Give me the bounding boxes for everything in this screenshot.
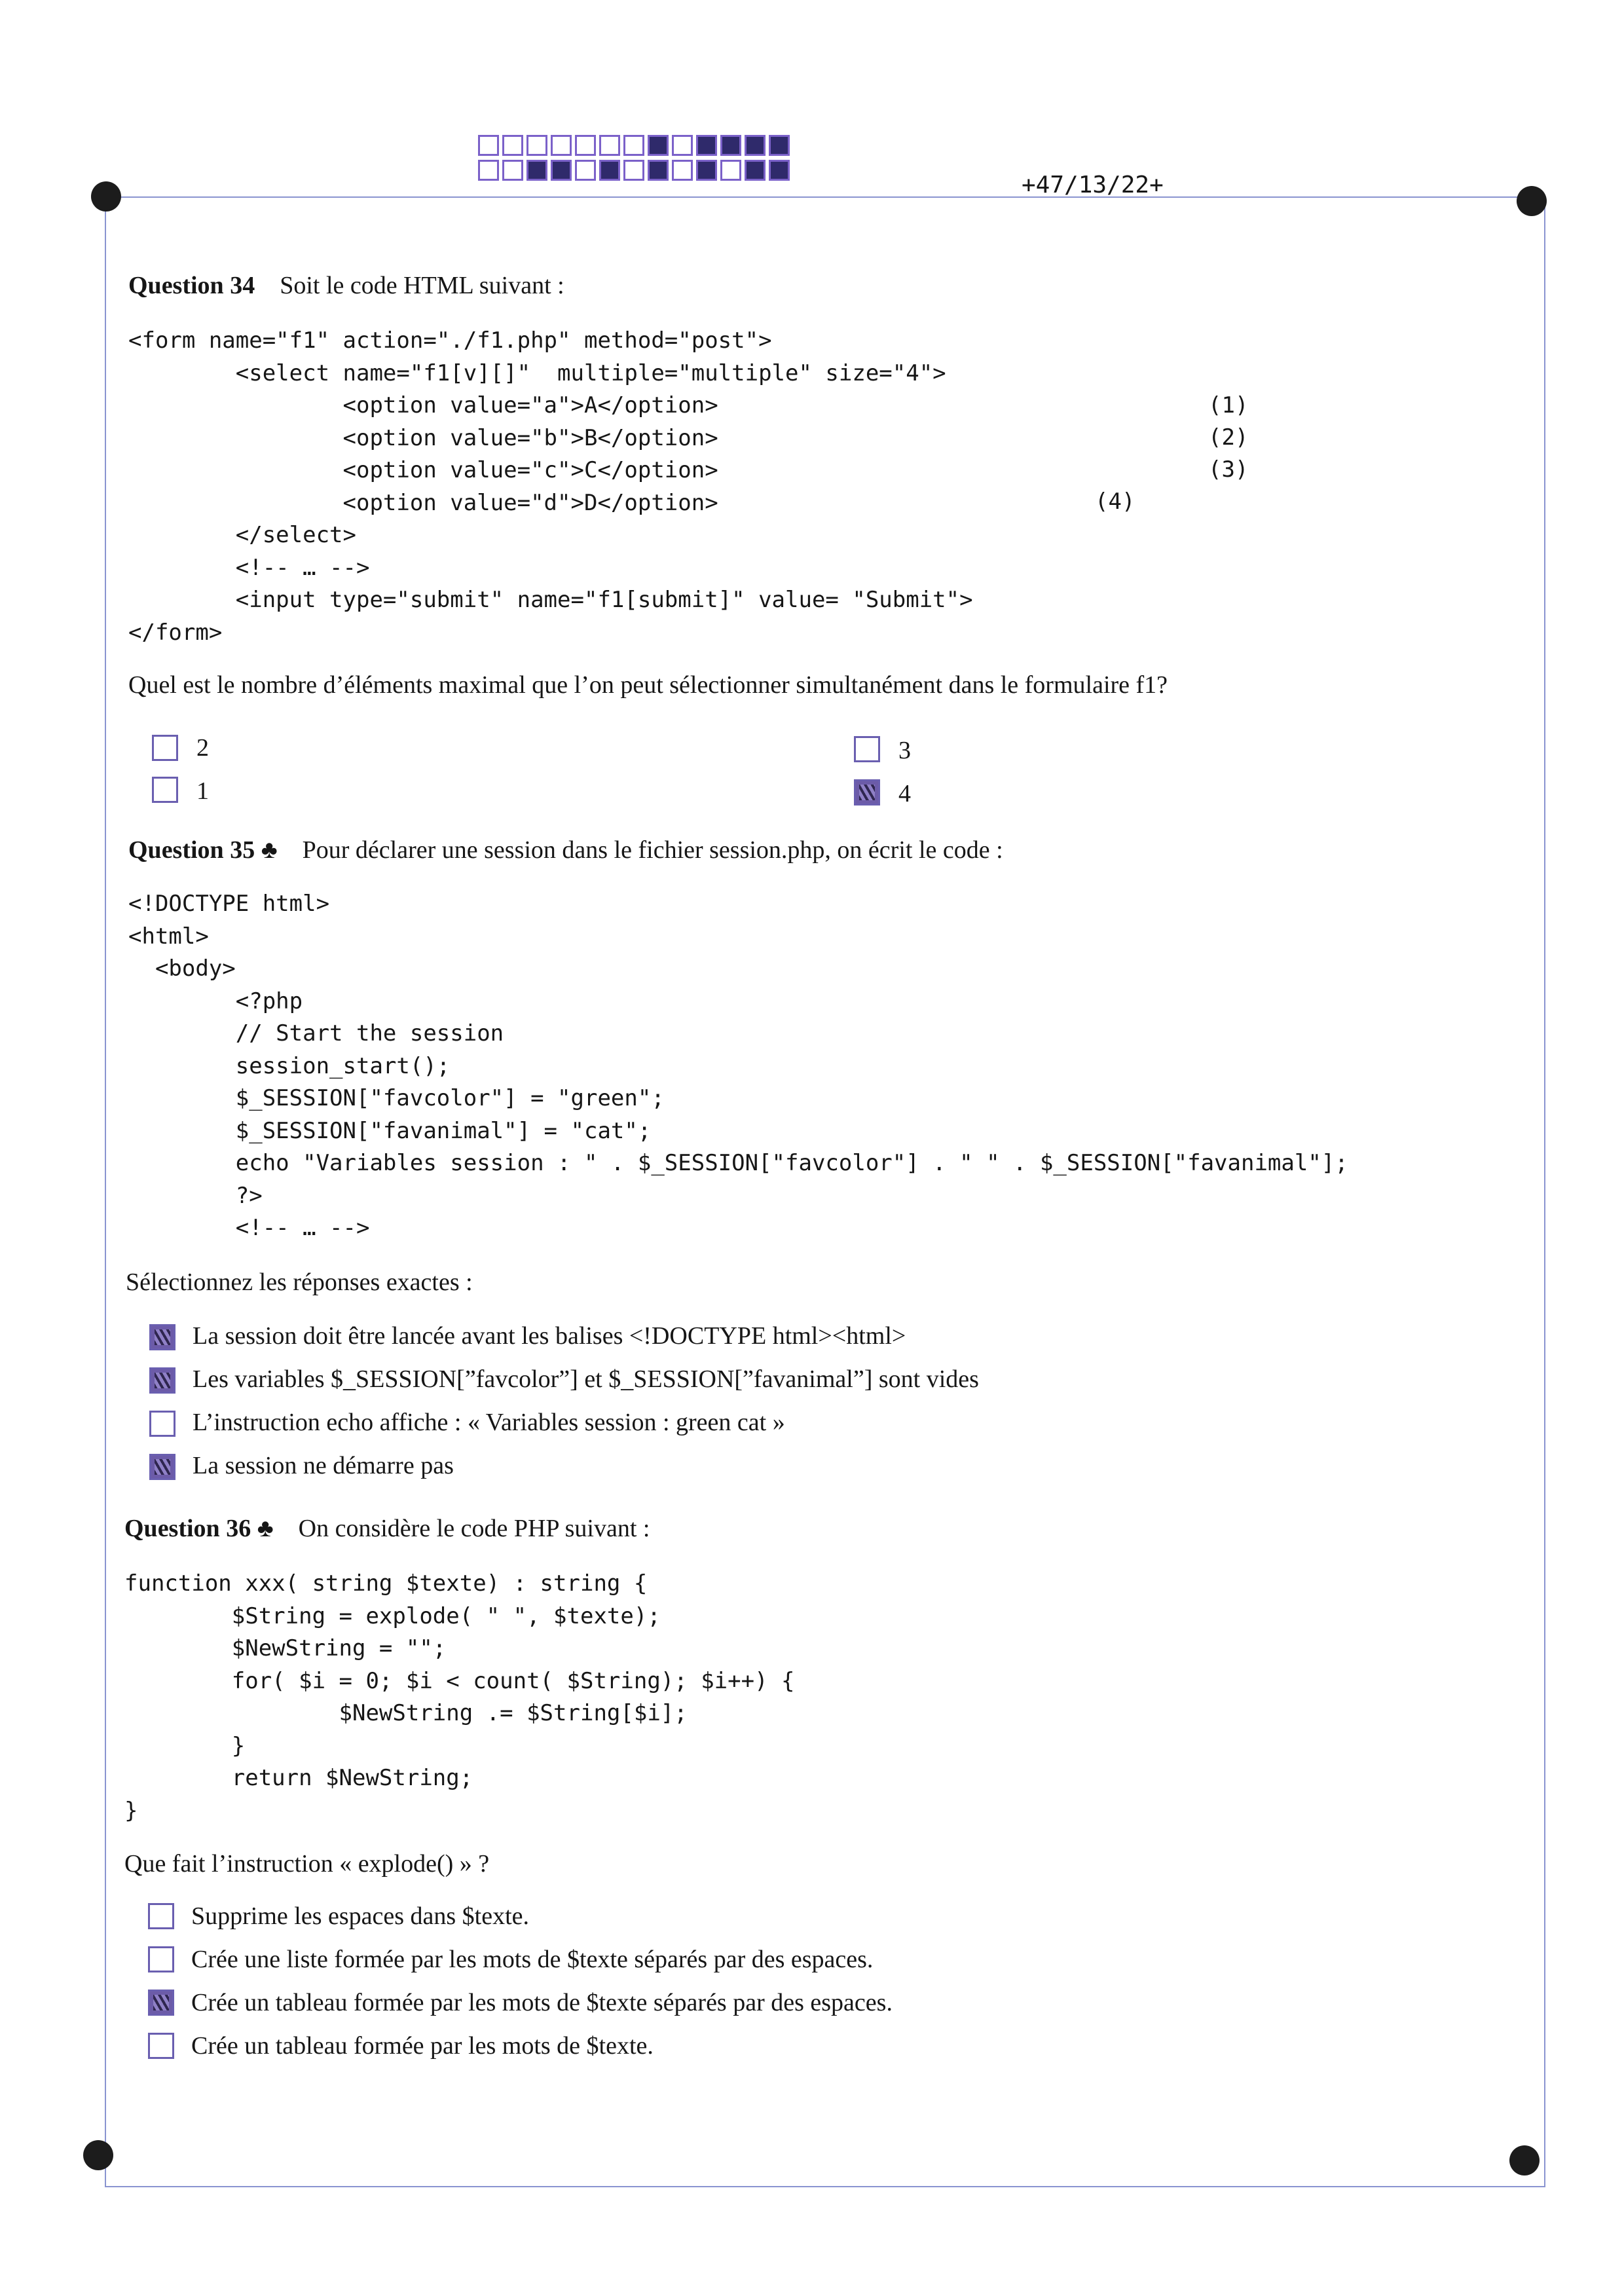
q35-answer-checkbox-1[interactable] (149, 1324, 175, 1350)
q34-answer-checkbox-2[interactable] (854, 736, 880, 762)
q35-answer-label: La session doit être lancée avant les balises <!DOCTYPE html><html> (193, 1322, 906, 1350)
question-35-header (128, 836, 1003, 864)
q35-answer-label: L’instruction echo affiche : « Variables session : green cat » (193, 1409, 785, 1436)
q36-answer-label: Supprime les espaces dans $texte. (191, 1902, 530, 1930)
q36-answer-label: Crée un tableau formée par les mots de $texte séparés par des espaces. (191, 1989, 893, 2016)
question-36-label: Question 36 ♣ (124, 1515, 274, 1542)
question-36-code: function xxx( string $texte) : string { $String = explode( " ", $texte); $NewString = ""; for( $i = 0; $i < count( $String); $i++) { $NewString .= $String[$i]; } return $NewString; } (124, 1570, 795, 1824)
question-34-text: Quel est le nombre d’éléments maximal que l’on peut sélectionner simultanément dans le formulaire f1? (128, 671, 1168, 699)
q36-answer-checkbox-4[interactable] (148, 2033, 174, 2059)
question-35-code: <!DOCTYPE html> <html> <body> <?php // Start the session session_start(); $_SESSION["favcolor"] = "green"; $_SESSION["favanimal"] = "cat"; echo "Variables session : " . $_SESSION["favcolor"] . " " . $_SESSION["favanimal"]; ?> <!-- … --> (128, 891, 1348, 1241)
question-36-header (124, 1514, 650, 1543)
q36-answer-checkbox-2[interactable] (148, 1946, 174, 1972)
corner-marker-bottom-left (83, 2140, 113, 2170)
question-36-text: Que fait l’instruction « explode() » ? (124, 1850, 490, 1878)
question-34-label: Question 34 (128, 272, 255, 299)
barcode-row-2 (478, 160, 793, 181)
question-34-header (128, 271, 564, 300)
q35-answer-checkbox-3[interactable] (149, 1411, 175, 1437)
page-code: +47/13/22+ (1022, 172, 1164, 198)
q34-answer-label: 4 (898, 780, 911, 807)
q34-answer-label: 3 (898, 737, 911, 764)
q36-answer-label: Crée un tableau formée par les mots de $texte. (191, 2032, 654, 2060)
code-marker-4: (4) (1095, 489, 1135, 515)
question-35-text: Sélectionnez les réponses exactes : (126, 1268, 473, 1296)
q34-answer-checkbox-1[interactable] (152, 735, 178, 761)
q35-answer-checkbox-4[interactable] (149, 1454, 175, 1480)
code-marker-2: (2) (1208, 424, 1249, 451)
corner-marker-top-left (91, 181, 121, 212)
corner-marker-top-right (1517, 186, 1547, 216)
q34-answer-label: 2 (196, 734, 209, 762)
q34-answer-checkbox-3[interactable] (152, 777, 178, 803)
question-34-intro: Soit le code HTML suivant : (280, 272, 564, 299)
id-barcode (478, 135, 793, 185)
q36-answer-checkbox-3[interactable] (148, 1990, 174, 2016)
q35-answer-label: Les variables $_SESSION[”favcolor”] et $_SESSION[”favanimal”] sont vides (193, 1365, 979, 1393)
question-35-label: Question 35 ♣ (128, 836, 278, 864)
q36-answer-checkbox-1[interactable] (148, 1903, 174, 1929)
question-34-code: <form name="f1" action="./f1.php" method="post"> <select name="f1[v][]" multiple="multiple" size="4"> <option value="a">A</option> <option value="b">B</option> <option value="c">C</option> <option value="d">D</option> </select> <!-- … --> <input type="submit" name="f1[submit]" value= "Submit"> </form> (128, 327, 973, 646)
q36-answer-label: Crée une liste formée par les mots de $texte séparés par des espaces. (191, 1946, 874, 1973)
question-36-intro: On considère le code PHP suivant : (298, 1515, 650, 1542)
corner-marker-bottom-right (1509, 2145, 1540, 2176)
code-marker-3: (3) (1208, 456, 1249, 483)
q35-answer-checkbox-2[interactable] (149, 1367, 175, 1394)
question-35-intro: Pour déclarer une session dans le fichier session.php, on écrit le code : (302, 836, 1003, 864)
barcode-row-1 (478, 135, 793, 156)
q34-answer-checkbox-4[interactable] (854, 779, 880, 805)
code-marker-1: (1) (1208, 392, 1249, 418)
q34-answer-label: 1 (196, 777, 209, 805)
q35-answer-label: La session ne démarre pas (193, 1452, 454, 1479)
